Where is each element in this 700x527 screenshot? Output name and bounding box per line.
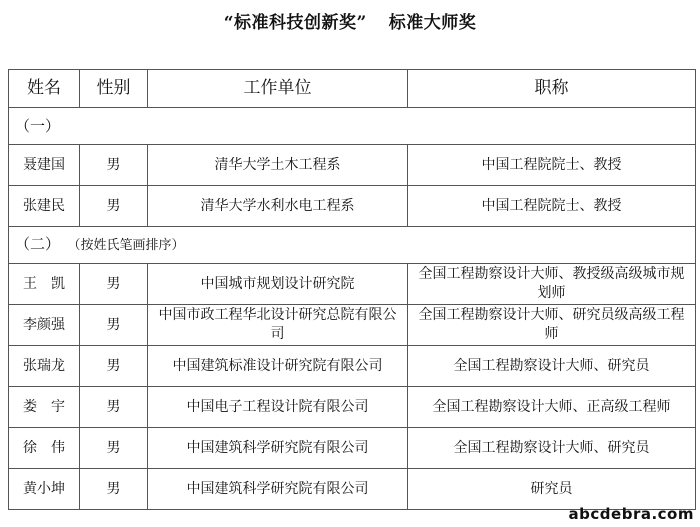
cell-title: 全国工程勘察设计大师、正高级工程师 xyxy=(408,387,696,428)
table-row xyxy=(9,305,696,346)
cell-gender: 男 xyxy=(80,264,148,305)
cell-unit: 清华大学水利水电工程系 xyxy=(148,186,408,227)
header-row xyxy=(9,70,696,108)
cell-gender: 男 xyxy=(80,305,148,346)
cell-unit: 中国建筑科学研究院有限公司 xyxy=(148,469,408,510)
cell-title: 全国工程勘察设计大师、教授级高级城市规划师 xyxy=(408,264,696,305)
cell-title: 研究员 xyxy=(408,469,696,510)
cell-gender: 男 xyxy=(80,145,148,186)
header-gender: 性别 xyxy=(80,70,148,108)
section-row-2 xyxy=(9,227,696,264)
cell-unit: 中国市政工程华北设计研究总院有限公司 xyxy=(148,305,408,346)
cell-name: 黄小坤 xyxy=(9,469,80,510)
cell-unit: 中国电子工程设计院有限公司 xyxy=(148,387,408,428)
cell-name: 李颜强 xyxy=(9,305,80,346)
cell-unit: 中国城市规划设计研究院 xyxy=(148,264,408,305)
cell-name: 张瑞龙 xyxy=(9,346,80,387)
table-row xyxy=(9,469,696,510)
cell-unit: 清华大学土木工程系 xyxy=(148,145,408,186)
table-row xyxy=(9,145,696,186)
header-unit: 工作单位 xyxy=(148,70,408,108)
cell-title: 中国工程院院士、教授 xyxy=(408,186,696,227)
cell-name: 张建民 xyxy=(9,186,80,227)
section-note-2: （按姓氏笔画排序） xyxy=(74,238,185,253)
cell-gender: 男 xyxy=(80,186,148,227)
table-row xyxy=(9,387,696,428)
cell-gender: 男 xyxy=(80,469,148,510)
cell-title: 全国工程勘察设计大师、研究员 xyxy=(408,346,696,387)
page-title xyxy=(0,8,700,33)
table-row xyxy=(9,428,696,469)
title-award-2: 标准大师奖 xyxy=(388,13,477,33)
table-row xyxy=(9,346,696,387)
cell-title: 全国工程勘察设计大师、研究员级高级工程师 xyxy=(408,305,696,346)
table-row xyxy=(9,264,696,305)
cell-gender: 男 xyxy=(80,346,148,387)
section-cell-2 xyxy=(9,227,696,264)
cell-title: 中国工程院院士、教授 xyxy=(408,145,696,186)
cell-title: 全国工程勘察设计大师、研究员 xyxy=(408,428,696,469)
cell-gender: 男 xyxy=(80,387,148,428)
title-award-1: “标准科技创新奖” xyxy=(223,13,367,33)
cell-gender: 男 xyxy=(80,428,148,469)
cell-unit: 中国建筑标准设计研究院有限公司 xyxy=(148,346,408,387)
cell-name: 王 凯 xyxy=(9,264,80,305)
section-label-1: （一） xyxy=(9,108,696,145)
watermark-text: abcdebra.com xyxy=(568,505,694,523)
header-title: 职称 xyxy=(408,70,696,108)
cell-name: 娄 宇 xyxy=(9,387,80,428)
header-name: 姓名 xyxy=(9,70,80,108)
cell-name: 徐 伟 xyxy=(9,428,80,469)
table-row xyxy=(9,186,696,227)
cell-name: 聂建国 xyxy=(9,145,80,186)
section-row-1 xyxy=(9,108,696,145)
cell-unit: 中国建筑科学研究院有限公司 xyxy=(148,428,408,469)
award-table xyxy=(8,69,696,510)
section-label-2: （二） xyxy=(15,235,61,253)
